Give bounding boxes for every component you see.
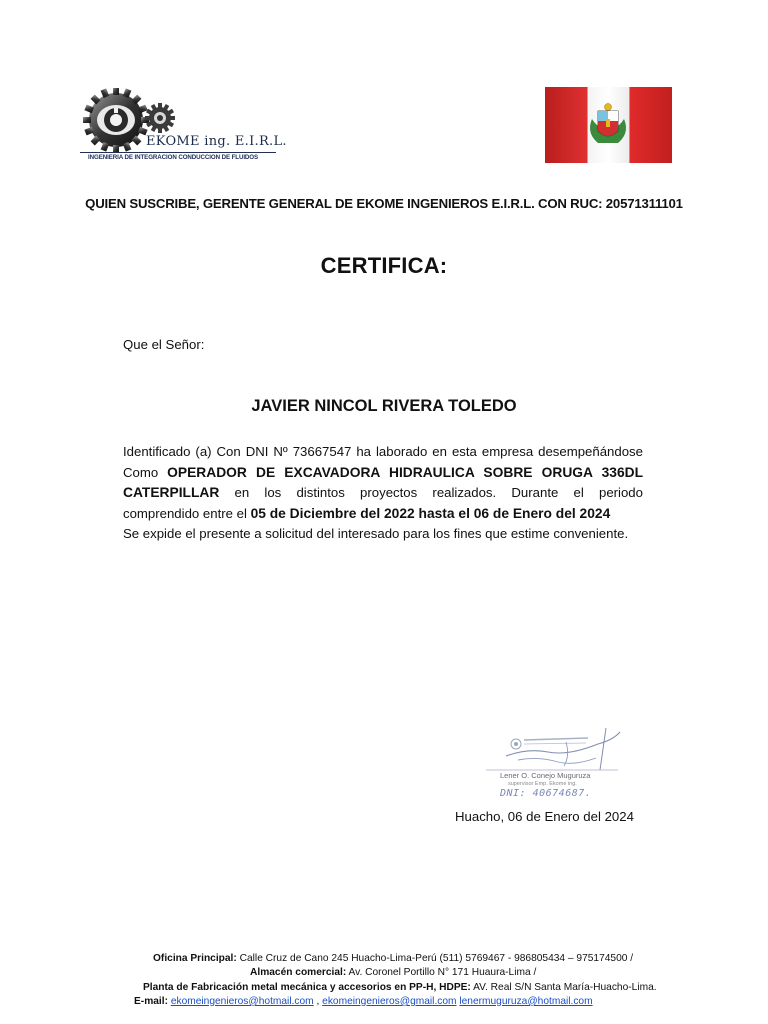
greeting: Que el Señor: <box>123 337 205 352</box>
issue-date: Huacho, 06 de Enero del 2024 <box>455 809 634 824</box>
employment-period: 05 de Diciembre del 2022 hasta el 06 de Enero del 2024 <box>250 505 611 521</box>
body-line-1: Identificado (a) Con DNI Nº 73667547 ha laborado en esta empresa desempeñándose <box>123 444 643 459</box>
footer-warehouse-value: Av. Coronel Portillo N° 171 Huaura-Lima / <box>348 967 537 979</box>
email-link-gmail[interactable]: ekomeingenieros@gmail.com <box>322 995 457 1007</box>
document-title: CERTIFICA: <box>320 253 448 278</box>
divider <box>80 152 276 153</box>
certificate-body <box>123 442 643 545</box>
body-prefix-como: Como <box>123 464 159 480</box>
footer-plant <box>143 981 657 995</box>
role-title-part2: CATERPILLAR <box>123 485 220 500</box>
footer-warehouse-label: Almacén comercial: <box>250 967 347 979</box>
peru-flag <box>545 87 672 163</box>
footer-office <box>153 952 633 966</box>
body-line-4 <box>123 504 643 525</box>
company-tagline: INGENIERIA DE INTEGRACION CONDUCCION DE FLUIDOS <box>88 154 259 161</box>
person-name: JAVIER NINCOL RIVERA TOLEDO <box>251 397 517 415</box>
role-title-part1: OPERADOR DE EXCAVADORA HIDRAULICA SOBRE ORUGA 336DL <box>167 464 644 480</box>
signer-position: supervisor Emp. Ekome ing. <box>508 781 577 787</box>
footer-office-value: Calle Cruz de Cano 245 Huacho-Lima-Perú (511) 5769467 - 986805434 – 975174500 / <box>239 953 634 964</box>
footer-plant-label: Planta de Fabricación metal mecánica y accesorios en PP-H, HDPE: <box>143 981 471 993</box>
email-link-lener[interactable]: lenermuguruza@hotmail.com <box>459 995 593 1007</box>
email-link-hotmail[interactable]: ekomeingenieros@hotmail.com <box>170 995 314 1007</box>
peru-flag-icon <box>545 87 672 163</box>
company-name: EKOME ing. E.I.R.L. <box>146 134 287 149</box>
body-line-2 <box>123 463 643 484</box>
footer-office-label: Oficina Principal: <box>153 953 237 964</box>
body-line-3 <box>123 483 643 504</box>
signer-dni: DNI: 40674687. <box>500 788 592 799</box>
footer-plant-value: AV. Real S/N Santa María-Huacho-Lima. <box>473 981 657 993</box>
signer-name: Lener O. Conejo Muguruza <box>500 771 591 780</box>
body-period-prefix: comprendido entre el <box>123 505 247 521</box>
footer-email: E-mail: ekomeingenieros@hotmail.com , ekomeingenieros@gmail.com lenermuguruza@hotmail.com <box>134 995 593 1007</box>
body-projects-text: en los distintos proyectos realizados. Durante el periodo <box>234 485 643 500</box>
company-logo <box>78 88 287 164</box>
footer-email-label: E-mail: <box>134 995 168 1007</box>
subscriber-line: QUIEN SUSCRIBE, GERENTE GENERAL DE EKOME INGENIEROS E.I.R.L. CON RUC: 20571311101 <box>85 196 683 211</box>
footer-warehouse <box>250 966 536 980</box>
signature-stamp <box>478 726 628 804</box>
closing-text: Se expide el presente a solicitud del interesado para los fines que estime conveniente. <box>123 526 629 541</box>
